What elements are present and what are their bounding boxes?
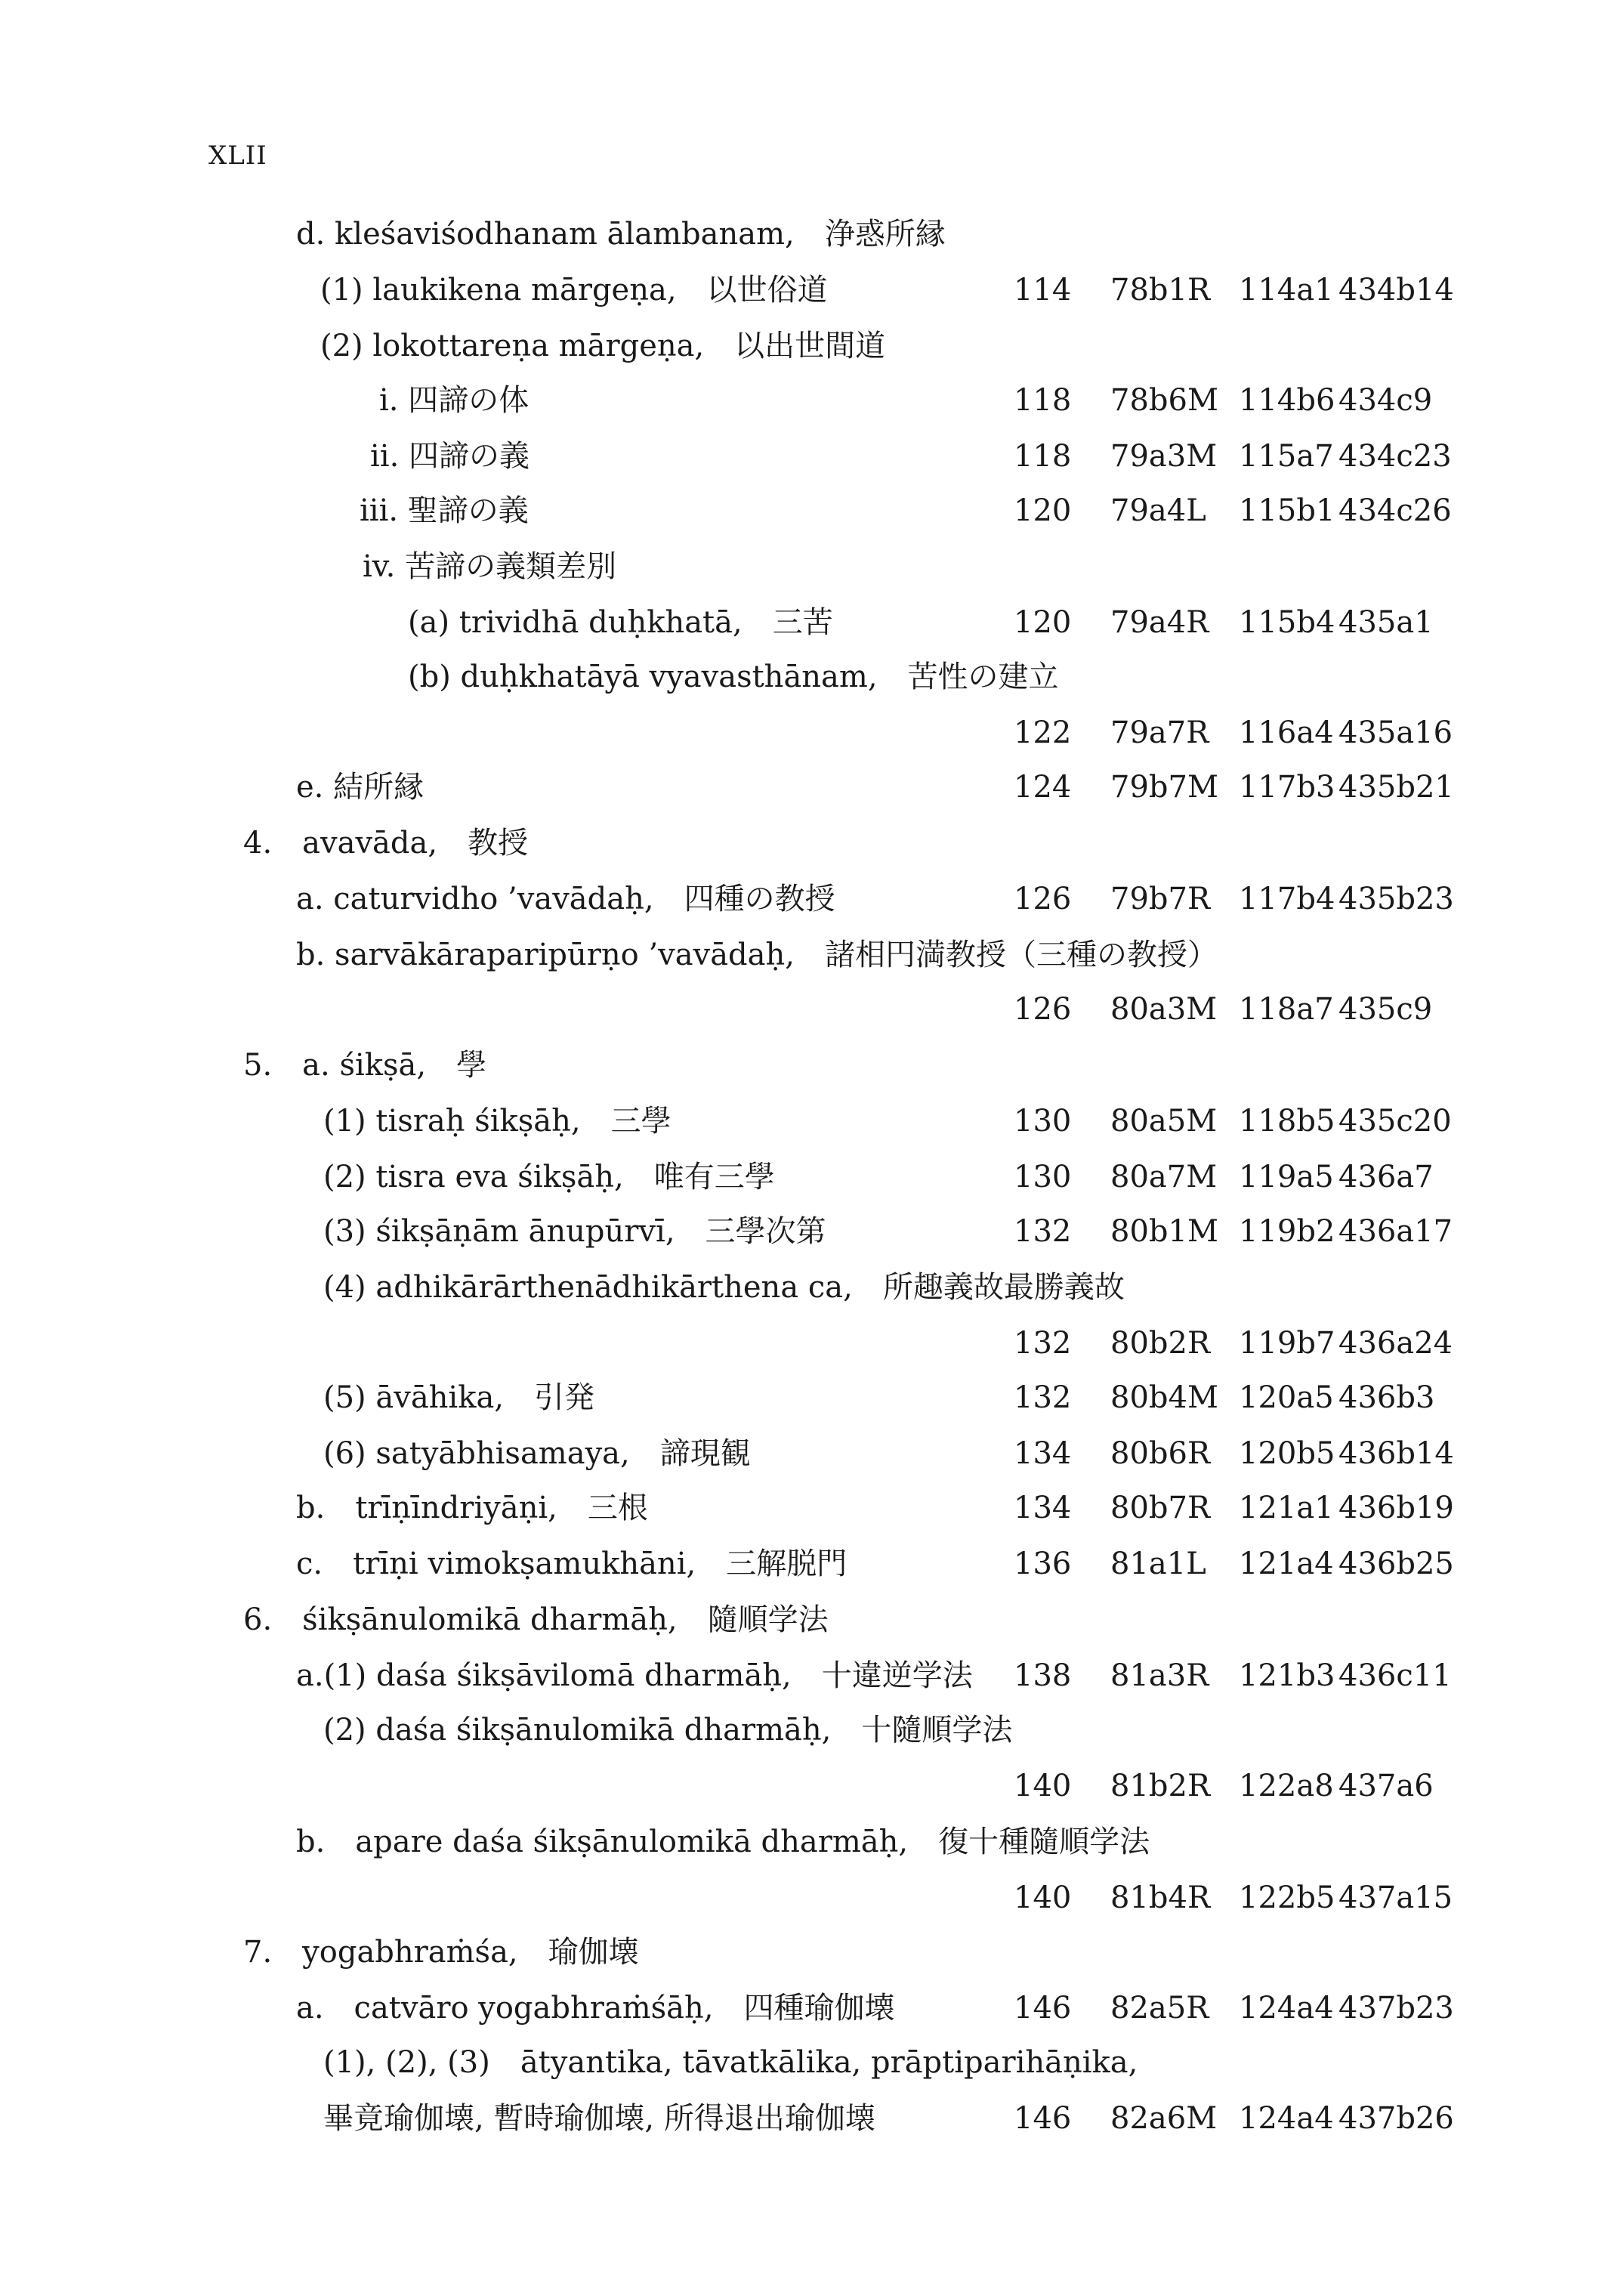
ref-1: 78b1R — [1110, 273, 1211, 307]
toc-row — [0, 1487, 1624, 1529]
ref-3: 436b3 — [1338, 1380, 1435, 1415]
ref-1: 79b7M — [1110, 770, 1218, 805]
ref-2: 117b4 — [1239, 882, 1335, 916]
toc-row — [0, 490, 1624, 532]
entry-text: 4. avavāda, 教授 — [243, 826, 529, 861]
ref-1: 80b7R — [1110, 1491, 1211, 1525]
ref-2: 115b4 — [1239, 605, 1335, 640]
entry-text: (1), (2), (3) ātyantika, tāvatkālika, prāptiparihāṇika, — [323, 2045, 1138, 2080]
toc-row — [0, 712, 1624, 754]
ref-2: 122b5 — [1239, 1880, 1335, 1915]
page-ref: 118 — [1014, 439, 1072, 474]
entry-text: iv. 苦諦の義類差別 — [363, 549, 617, 584]
page-ref: 120 — [1014, 605, 1072, 640]
ref-3: 436b19 — [1338, 1491, 1454, 1525]
toc-row — [0, 1322, 1624, 1364]
entry-text: (1) laukikena mārgeṇa, 以世俗道 — [320, 273, 828, 307]
entry-text: 畢竟瑜伽壊, 暫時瑜伽壊, 所得退出瑜伽壊 — [323, 2101, 875, 2136]
page-ref: 130 — [1014, 1160, 1072, 1194]
ref-2: 124a4 — [1239, 2101, 1334, 2136]
ref-3: 436a17 — [1338, 1214, 1453, 1249]
ref-3: 434c23 — [1338, 439, 1452, 474]
page-ref: 114 — [1014, 273, 1072, 307]
entry-text: a. catvāro yogabhraṁśāḥ, 四種瑜伽壊 — [296, 1991, 895, 2026]
ref-3: 435c20 — [1338, 1104, 1452, 1139]
ref-2: 117b3 — [1239, 770, 1335, 805]
toc-row — [0, 822, 1624, 864]
ref-1: 80a7M — [1110, 1160, 1218, 1194]
page-ref: 140 — [1014, 1769, 1072, 1803]
ref-3: 436a7 — [1338, 1160, 1434, 1194]
ref-2: 120a5 — [1239, 1380, 1334, 1415]
toc-row — [0, 269, 1624, 311]
entry-text: c. trīṇi vimokṣamukhāni, 三解脱門 — [296, 1547, 848, 1581]
ref-2: 114a1 — [1239, 273, 1334, 307]
ref-1: 80b2R — [1110, 1326, 1211, 1361]
toc-row — [0, 1709, 1624, 1751]
ref-1: 80b6R — [1110, 1436, 1211, 1471]
ref-1: 82a5R — [1110, 1991, 1209, 2026]
toc-row — [0, 601, 1624, 644]
page-ref: 126 — [1014, 992, 1072, 1027]
entry-text: 6. śikṣānulomikā dharmāḥ, 隨順学法 — [243, 1602, 829, 1637]
page-ref: 126 — [1014, 882, 1072, 916]
entry-text: (2) tisra eva śikṣāḥ, 唯有三學 — [323, 1160, 775, 1194]
toc-row — [0, 1599, 1624, 1641]
ref-1: 81a3R — [1110, 1658, 1209, 1693]
page-ref: 118 — [1014, 383, 1072, 418]
ref-1: 80a5M — [1110, 1104, 1218, 1139]
ref-2: 119a5 — [1239, 1160, 1334, 1194]
entry-text: b. trīṇīndriyāṇi, 三根 — [296, 1491, 648, 1525]
entry-text: (2) daśa śikṣānulomikā dharmāḥ, 十隨順学法 — [323, 1713, 1013, 1747]
page-ref: 134 — [1014, 1436, 1072, 1471]
entry-text: e. 結所縁 — [296, 770, 425, 805]
entry-text: ii. 四諦の義 — [370, 439, 530, 474]
toc-row — [0, 1266, 1624, 1309]
ref-3: 434c26 — [1338, 493, 1452, 528]
ref-3: 436b25 — [1338, 1547, 1454, 1581]
ref-2: 121b3 — [1239, 1658, 1335, 1693]
entry-text: i. 四諦の体 — [379, 383, 529, 418]
page-ref: 146 — [1014, 1991, 1072, 2026]
toc-row — [0, 934, 1624, 976]
page-ref: 140 — [1014, 1880, 1072, 1915]
entry-text: (2) lokottareṇa mārgeṇa, 以出世間道 — [320, 329, 886, 363]
page-ref: 138 — [1014, 1658, 1072, 1693]
entry-text: iii. 聖諦の義 — [360, 493, 529, 528]
ref-3: 436c11 — [1338, 1658, 1452, 1693]
ref-3: 434c9 — [1338, 383, 1433, 418]
entry-text: (4) adhikārārthenādhikārthena ca, 所趣義故最勝義故 — [323, 1270, 1125, 1305]
page-ref: 124 — [1014, 770, 1072, 805]
ref-1: 79a4L — [1110, 493, 1206, 528]
ref-1: 81b2R — [1110, 1769, 1211, 1803]
ref-3: 435b23 — [1338, 882, 1454, 916]
ref-1: 79a3M — [1110, 439, 1218, 474]
entry-text: a.(1) daśa śikṣāvilomā dharmāḥ, 十違逆学法 — [296, 1658, 973, 1693]
ref-2: 118b5 — [1239, 1104, 1335, 1139]
ref-2: 116a4 — [1239, 715, 1334, 750]
toc-row — [0, 435, 1624, 477]
ref-2: 121a4 — [1239, 1547, 1334, 1581]
toc-row — [0, 878, 1624, 920]
entry-text: 7. yogabhraṁśa, 瑜伽壊 — [243, 1935, 639, 1970]
toc-row — [0, 1377, 1624, 1419]
ref-2: 118a7 — [1239, 992, 1334, 1027]
ref-3: 434b14 — [1338, 273, 1454, 307]
toc-row — [0, 1655, 1624, 1697]
ref-1: 81b4R — [1110, 1880, 1211, 1915]
ref-1: 79a7R — [1110, 715, 1209, 750]
ref-2: 114b6 — [1239, 383, 1335, 418]
toc-row — [0, 1100, 1624, 1142]
toc-row — [0, 1931, 1624, 1973]
ref-2: 122a8 — [1239, 1769, 1334, 1803]
ref-3: 437a6 — [1338, 1769, 1434, 1803]
entry-text: (5) āvāhika, 引発 — [323, 1380, 595, 1415]
ref-1: 81a1L — [1110, 1547, 1206, 1581]
ref-3: 435a1 — [1338, 605, 1434, 640]
page-ref: 134 — [1014, 1491, 1072, 1525]
ref-3: 437a15 — [1338, 1880, 1453, 1915]
ref-1: 80b1M — [1110, 1214, 1218, 1249]
toc-row — [0, 2041, 1624, 2084]
entry-text: d. kleśaviśodhanam ālambanam, 浄惑所縁 — [296, 217, 946, 252]
toc-row — [0, 213, 1624, 255]
toc-row — [0, 325, 1624, 367]
page-number-label: XLII — [208, 141, 267, 171]
entry-text: b. sarvākāraparipūrṇo ’vavādaḥ, 諸相円満教授（三種の教授） — [296, 938, 1218, 972]
ref-2: 120b5 — [1239, 1436, 1335, 1471]
ref-2: 124a4 — [1239, 1991, 1334, 2026]
page-ref: 136 — [1014, 1547, 1072, 1581]
ref-1: 79a4R — [1110, 605, 1209, 640]
entry-text: (b) duḥkhatāyā vyavasthānam, 苦性の建立 — [408, 660, 1059, 694]
entry-text: (3) śikṣāṇām ānupūrvī, 三學次第 — [323, 1214, 826, 1249]
toc-row — [0, 1044, 1624, 1086]
toc-row — [0, 988, 1624, 1031]
entry-text: (6) satyābhisamaya, 諦現観 — [323, 1436, 751, 1471]
ref-2: 115b1 — [1239, 493, 1335, 528]
ref-3: 436b14 — [1338, 1436, 1454, 1471]
toc-row — [0, 766, 1624, 808]
toc-row — [0, 1543, 1624, 1585]
page-ref: 146 — [1014, 2101, 1072, 2136]
toc-row — [0, 1432, 1624, 1475]
ref-2: 119b7 — [1239, 1326, 1335, 1361]
toc-row — [0, 1210, 1624, 1253]
entry-text: b. apare daśa śikṣānulomikā dharmāḥ, 復十種隨順学法 — [296, 1825, 1150, 1859]
ref-1: 80a3M — [1110, 992, 1218, 1027]
ref-1: 82a6M — [1110, 2101, 1218, 2136]
ref-2: 119b2 — [1239, 1214, 1335, 1249]
toc-row — [0, 1765, 1624, 1807]
entry-text: (a) trividhā duḥkhatā, 三苦 — [408, 605, 833, 640]
ref-3: 437b26 — [1338, 2101, 1454, 2136]
ref-3: 436a24 — [1338, 1326, 1453, 1361]
toc-row — [0, 1877, 1624, 1919]
toc-row — [0, 1987, 1624, 2029]
ref-3: 435b21 — [1338, 770, 1454, 805]
ref-1: 79b7R — [1110, 882, 1211, 916]
toc-row — [0, 1821, 1624, 1863]
toc-row — [0, 545, 1624, 588]
ref-3: 437b23 — [1338, 1991, 1454, 2026]
entry-text: (1) tisraḥ śikṣāḥ, 三學 — [323, 1104, 672, 1139]
entry-text: a. caturvidho ’vavādaḥ, 四種の教授 — [296, 882, 835, 916]
page-ref: 132 — [1014, 1380, 1072, 1415]
ref-1: 78b6M — [1110, 383, 1218, 418]
ref-2: 121a1 — [1239, 1491, 1334, 1525]
page-ref: 120 — [1014, 493, 1072, 528]
ref-3: 435c9 — [1338, 992, 1433, 1027]
page-ref: 132 — [1014, 1214, 1072, 1249]
toc-row — [0, 2097, 1624, 2140]
page-ref: 130 — [1014, 1104, 1072, 1139]
entry-text: 5. a. śikṣā, 學 — [243, 1048, 487, 1083]
page-ref: 122 — [1014, 715, 1072, 750]
toc-row — [0, 379, 1624, 422]
ref-1: 80b4M — [1110, 1380, 1218, 1415]
ref-2: 115a7 — [1239, 439, 1334, 474]
page-ref: 132 — [1014, 1326, 1072, 1361]
toc-row — [0, 1156, 1624, 1198]
ref-3: 435a16 — [1338, 715, 1453, 750]
toc-row — [0, 656, 1624, 698]
